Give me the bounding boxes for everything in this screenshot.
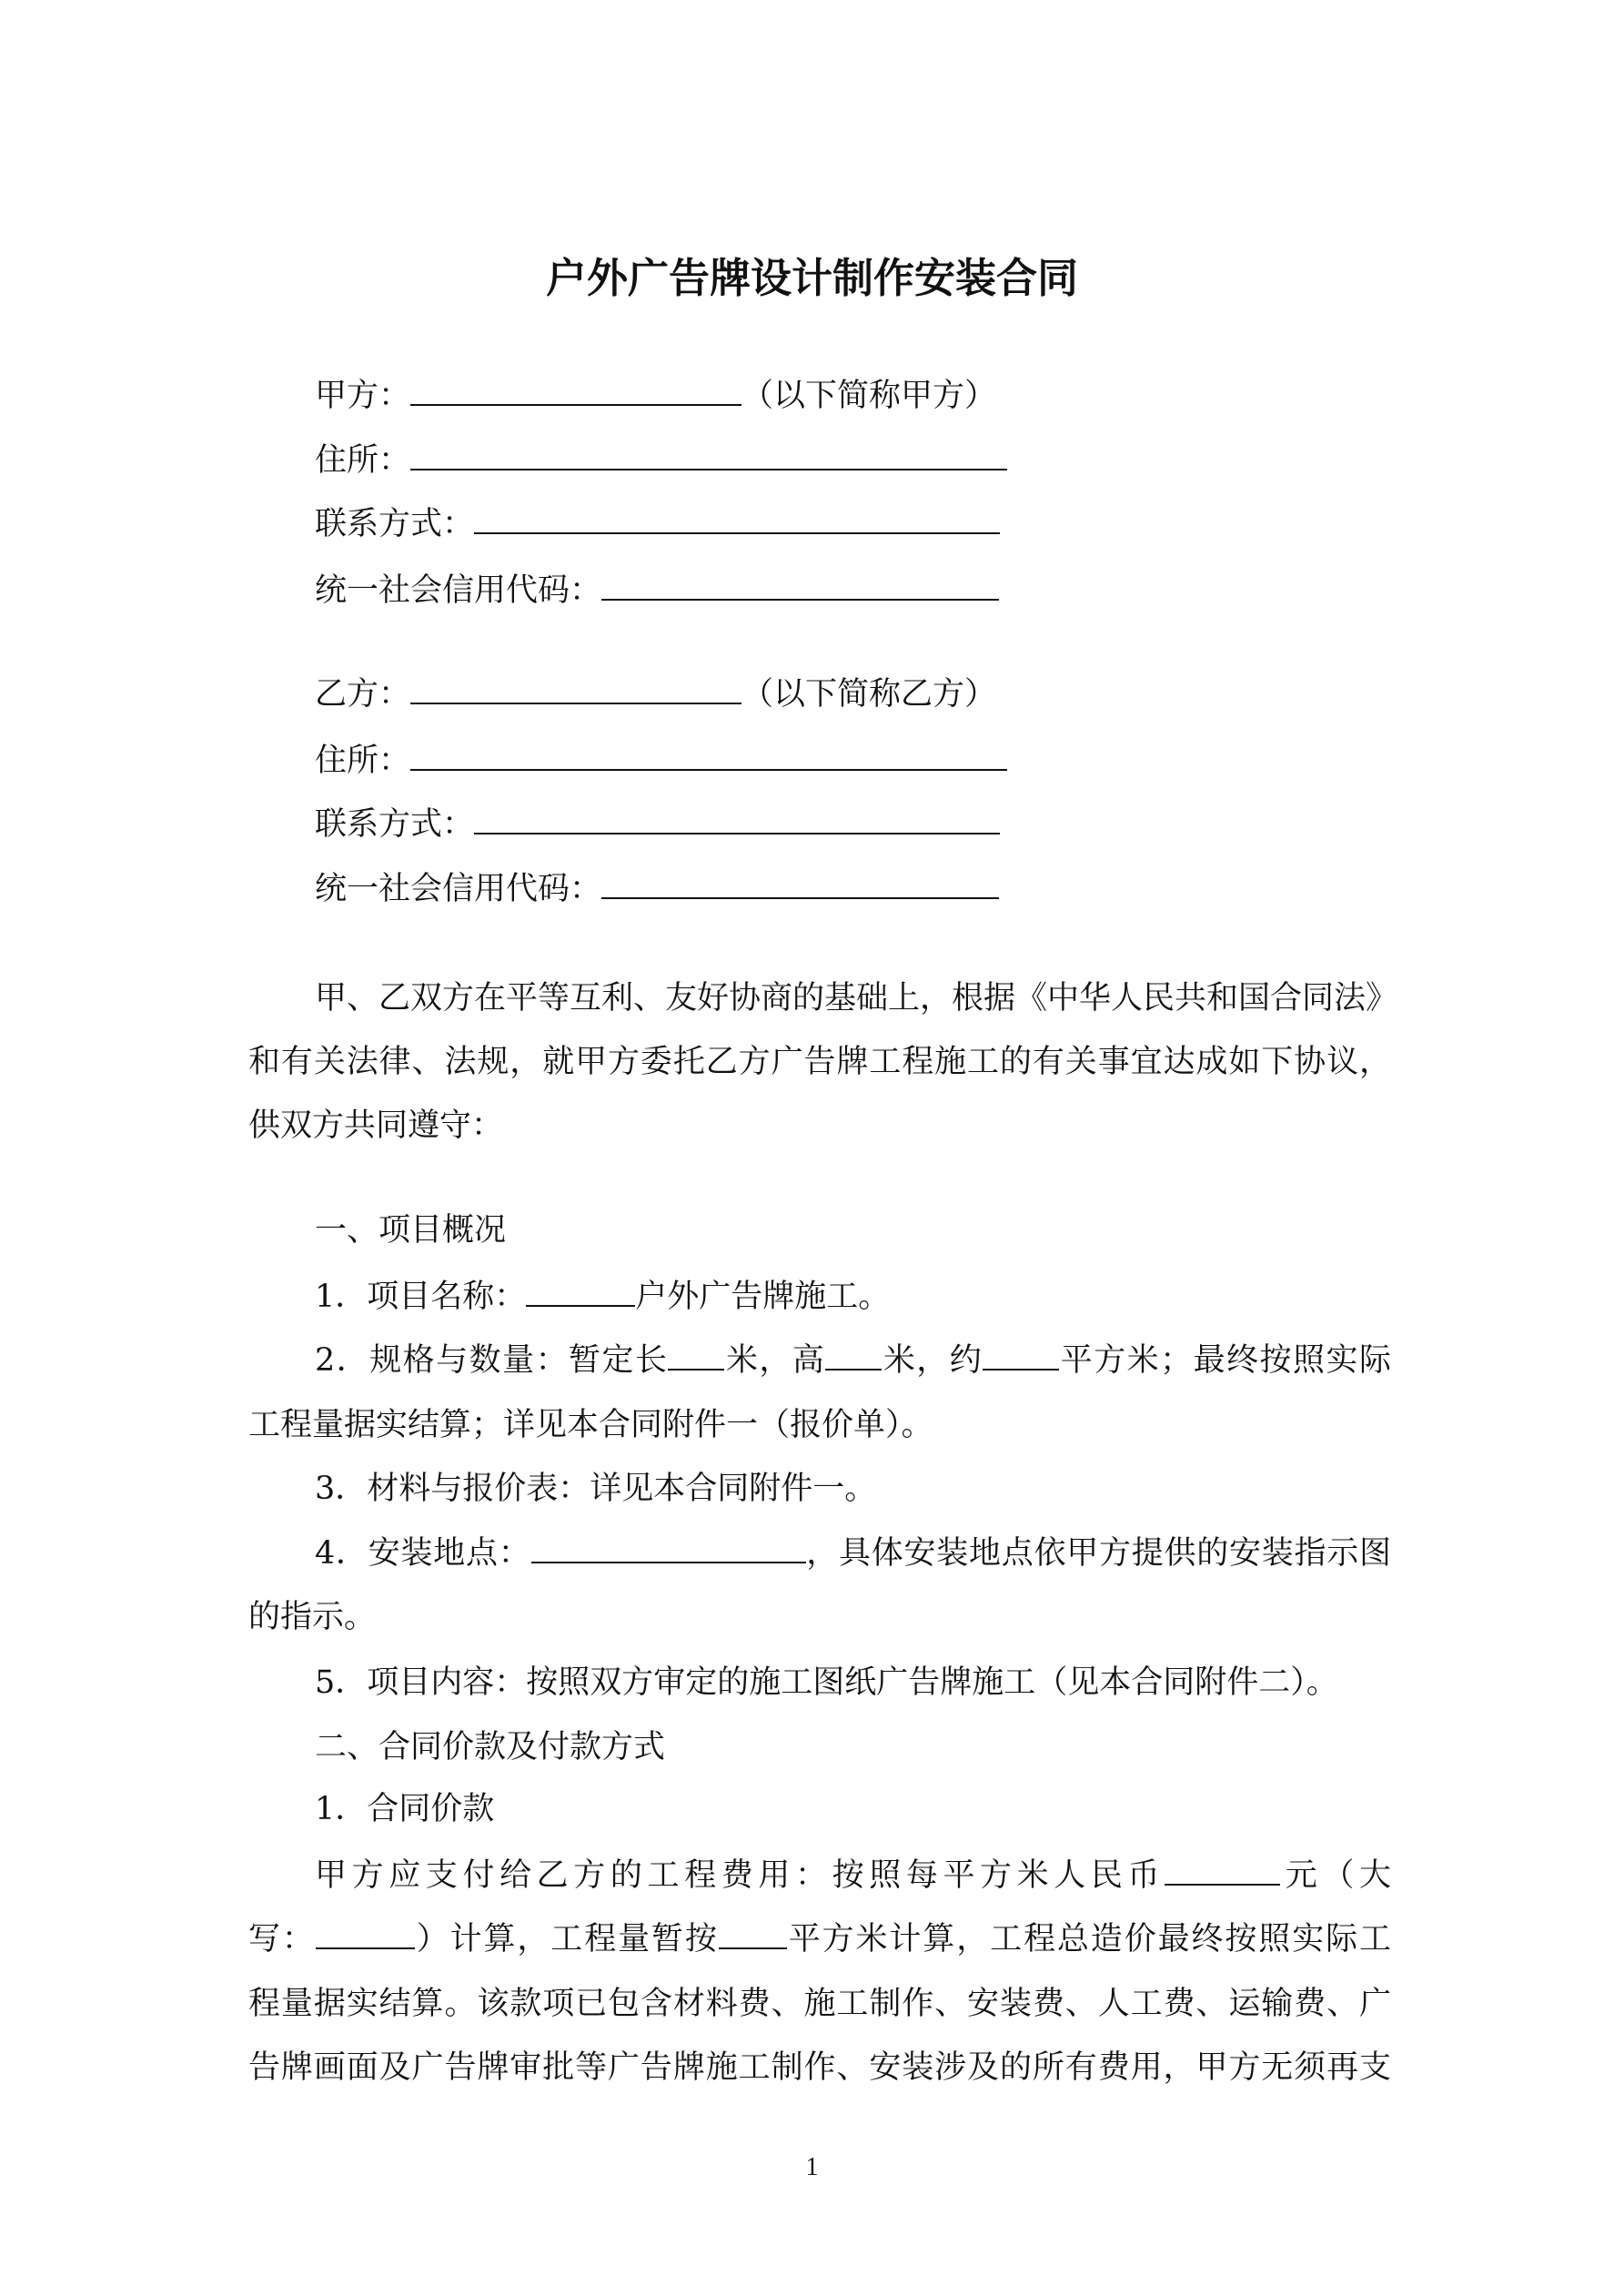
party-a-credit-blank[interactable]: [601, 568, 999, 601]
label: 统一社会信用代码：: [315, 572, 602, 609]
project-name-blank[interactable]: [526, 1274, 635, 1307]
height-blank[interactable]: [825, 1338, 882, 1371]
label: ，具体安装地点依甲方提供的安装指示图: [805, 1535, 1391, 1572]
intro-line: 供双方共同遵守：: [248, 1108, 504, 1144]
item-content: 5．项目内容：按照双方审定的施工图纸广告牌施工（见本合同附件二）。: [315, 1664, 1338, 1701]
item-location-cont: 的指示。: [248, 1599, 377, 1635]
length-blank[interactable]: [668, 1338, 724, 1371]
party-b-credit-line: [315, 866, 1458, 912]
sub-heading: 1．合同价款: [315, 1791, 495, 1827]
price-line: 程量据实结算。该款项已包含材料费、施工制作、安装费、人工费、运输费、广: [248, 1986, 1391, 2022]
label: ）计算，工程量暂按: [414, 1921, 719, 1957]
label: 平方米计算，工程总造价最终按照实际工: [786, 1921, 1391, 1957]
item-location: [315, 1531, 1391, 1576]
item-spec: [315, 1338, 1391, 1383]
item-materials: 3．材料与报价表：详见本合同附件一。: [315, 1471, 877, 1507]
label: 2．规格与数量：暂定长: [315, 1342, 669, 1379]
label: 4．安装地点：: [315, 1535, 531, 1572]
label: 元（大: [1280, 1857, 1391, 1894]
area-blank[interactable]: [983, 1338, 1059, 1371]
intro-line: 和有关法律、法规，就甲方委托乙方广告牌工程施工的有关事宜达成如下协议，: [248, 1044, 1391, 1080]
section-heading: 二、合同价款及付款方式: [315, 1729, 666, 1765]
label: （以下简称乙方）: [741, 676, 997, 713]
label: 住所：: [315, 442, 411, 479]
unit-price-blank[interactable]: [1165, 1853, 1280, 1886]
document-title: 户外广告牌设计制作安装合同: [545, 254, 1078, 302]
label: 户外广告牌施工。: [635, 1279, 891, 1315]
party-b-credit-blank[interactable]: [601, 866, 999, 899]
party-a-credit-line: [315, 568, 1458, 613]
intro-line: 甲、乙双方在平等互利、友好协商的基础上，根据《中华人民共和国合同法》: [315, 980, 1398, 1017]
label: 统一社会信用代码：: [315, 871, 602, 907]
label: 米，高: [724, 1342, 826, 1379]
item-spec-cont: 工程量据实结算；详见本合同附件一（报价单）。: [248, 1407, 933, 1443]
quantity-blank[interactable]: [719, 1917, 787, 1949]
label: 甲方：: [315, 378, 411, 414]
party-a-address-line: [315, 438, 1458, 483]
price-capital-blank[interactable]: [316, 1917, 415, 1949]
label: 写：: [248, 1921, 316, 1957]
label: 平方米；最终按照实际: [1059, 1342, 1391, 1379]
price-line: [248, 1917, 1391, 1962]
party-b-address-line: [315, 738, 1458, 784]
party-a-name-blank[interactable]: [410, 373, 741, 406]
label: 联系方式：: [315, 506, 475, 542]
party-a-address-blank[interactable]: [410, 438, 1007, 470]
location-blank[interactable]: [531, 1531, 806, 1563]
party-b-name-blank[interactable]: [410, 672, 741, 704]
label: 联系方式：: [315, 806, 475, 843]
label: 甲方应支付给乙方的工程费用：按照每平方米人民币: [315, 1857, 1165, 1894]
label: 住所：: [315, 743, 411, 779]
item-project-name: [315, 1274, 1391, 1320]
price-line: [315, 1853, 1391, 1898]
party-b-name-line: [315, 672, 1458, 717]
party-b-contact-line: [315, 802, 1458, 847]
page-number: 1: [805, 2153, 819, 2181]
party-a-name-line: [315, 373, 1458, 419]
label: 乙方：: [315, 676, 411, 713]
label: 米，约: [882, 1342, 983, 1379]
party-b-contact-blank[interactable]: [474, 802, 1000, 834]
party-b-address-blank[interactable]: [410, 738, 1007, 771]
party-a-contact-line: [315, 501, 1458, 547]
section-heading: 一、项目概况: [315, 1212, 507, 1249]
price-line: 告牌画面及广告牌审批等广告牌施工制作、安装涉及的所有费用，甲方无须再支: [248, 2049, 1391, 2086]
label: 1．项目名称：: [315, 1279, 527, 1315]
label: （以下简称甲方）: [741, 378, 997, 414]
party-a-contact-blank[interactable]: [474, 501, 1000, 534]
